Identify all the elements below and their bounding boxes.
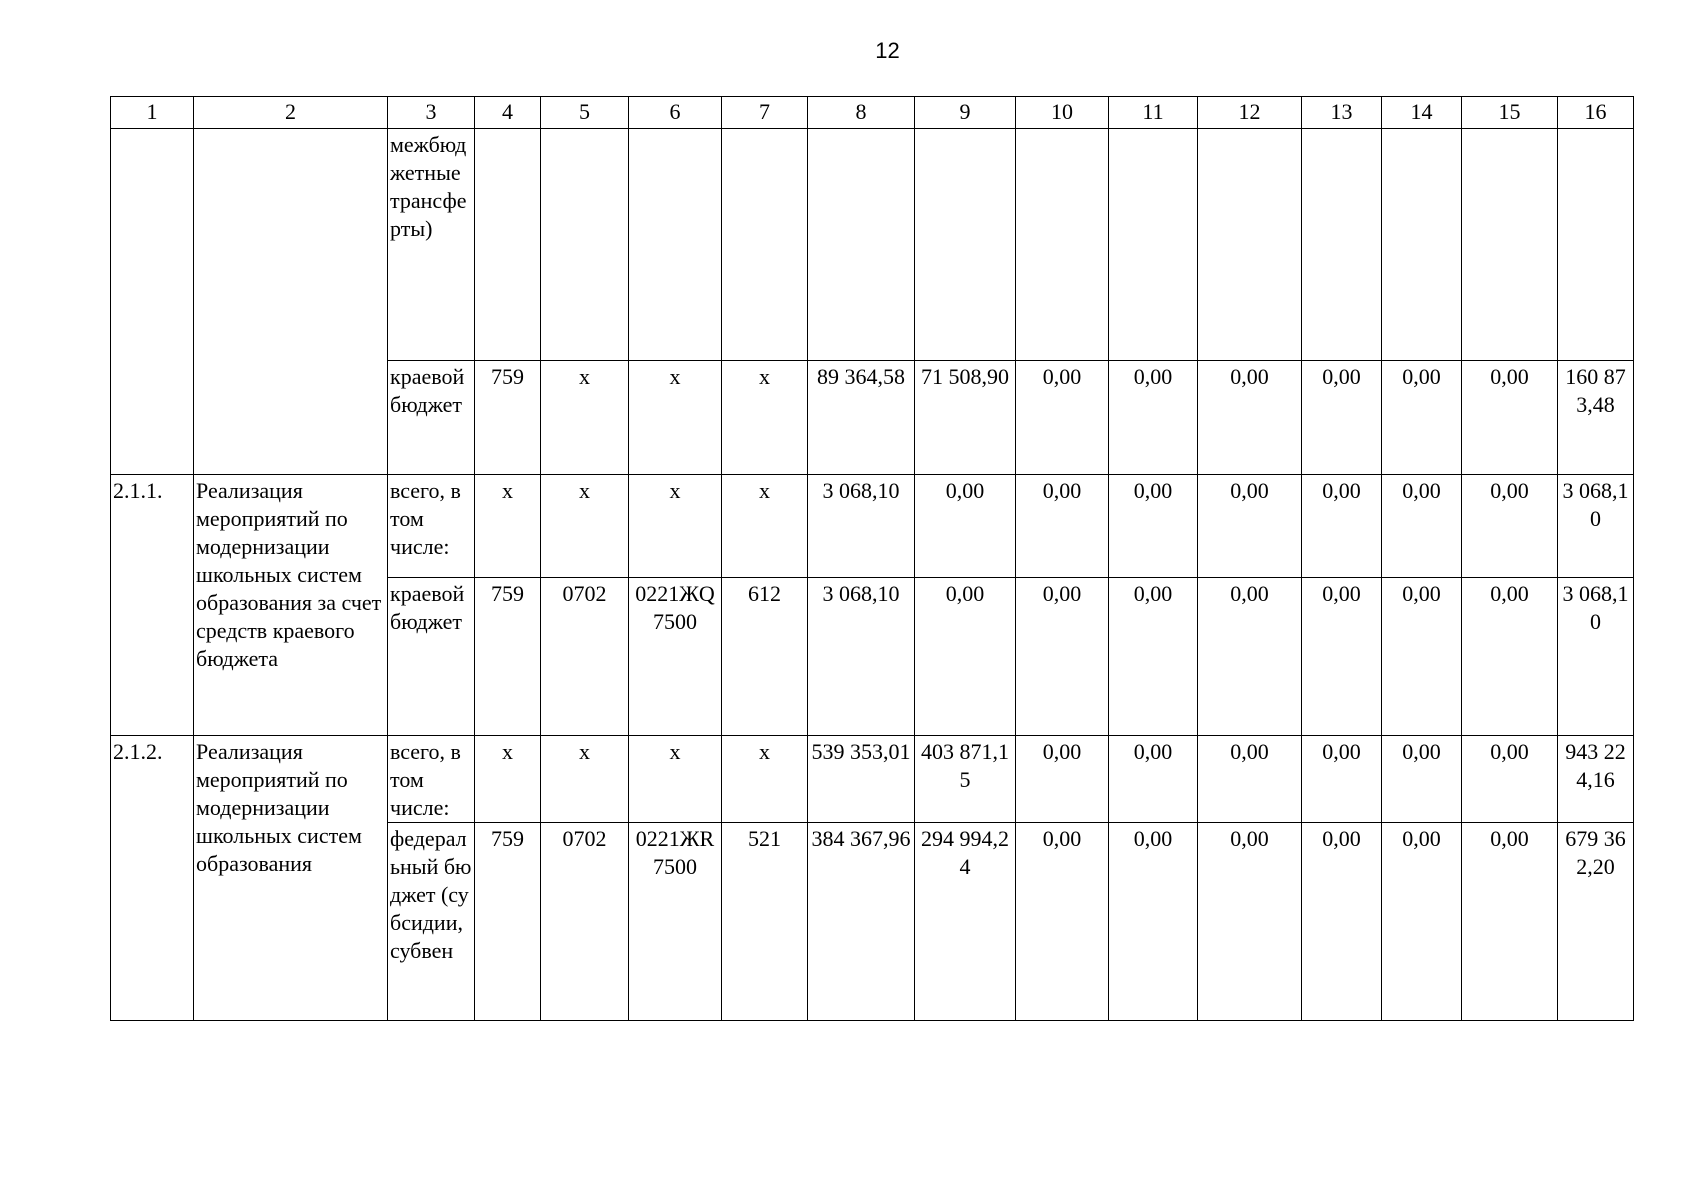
data-cell: 0,00 bbox=[1109, 823, 1198, 1021]
row-name-cell: Реализация мероприятий по модернизации школьных систем образования за счет средств краевого бюджета bbox=[194, 475, 388, 736]
header-cell: 12 bbox=[1198, 97, 1302, 129]
data-cell: х bbox=[475, 736, 541, 823]
data-cell: 0,00 bbox=[1016, 578, 1109, 736]
data-cell: 0,00 bbox=[1016, 736, 1109, 823]
table-row bbox=[111, 129, 1634, 361]
data-cell: 3 068,10 bbox=[808, 475, 915, 578]
data-cell: 759 bbox=[475, 361, 541, 475]
data-cell: 0,00 bbox=[1198, 475, 1302, 578]
header-cell: 15 bbox=[1462, 97, 1558, 129]
data-cell: 0,00 bbox=[1302, 475, 1382, 578]
header-cell: 8 bbox=[808, 97, 915, 129]
data-cell: 3 068,10 bbox=[808, 578, 915, 736]
table-row bbox=[111, 475, 1634, 578]
funding-source-cell: краевой бюджет bbox=[388, 578, 475, 736]
data-cell: 294 994,24 bbox=[915, 823, 1016, 1021]
data-cell: 0221ЖQ7500 bbox=[629, 578, 722, 736]
row-number-cell: 2.1.1. bbox=[111, 475, 194, 736]
data-cell: 160 873,48 bbox=[1558, 361, 1634, 475]
data-cell: 943 224,16 bbox=[1558, 736, 1634, 823]
data-cell: 0,00 bbox=[1109, 475, 1198, 578]
header-cell: 11 bbox=[1109, 97, 1198, 129]
data-cell bbox=[915, 129, 1016, 361]
row-name-cell bbox=[194, 129, 388, 475]
header-row bbox=[111, 97, 1634, 129]
data-cell: х bbox=[541, 475, 629, 578]
header-cell: 6 bbox=[629, 97, 722, 129]
header-cell: 2 bbox=[194, 97, 388, 129]
data-cell bbox=[722, 129, 808, 361]
data-cell bbox=[1382, 129, 1462, 361]
header-cell: 3 bbox=[388, 97, 475, 129]
data-cell: 0,00 bbox=[1302, 361, 1382, 475]
data-cell: 0,00 bbox=[1462, 475, 1558, 578]
data-cell: х bbox=[541, 361, 629, 475]
funding-source-cell: краевой бюджет bbox=[388, 361, 475, 475]
data-cell: х bbox=[722, 736, 808, 823]
data-cell: х bbox=[629, 736, 722, 823]
budget-table bbox=[110, 96, 1634, 1021]
header-cell: 4 bbox=[475, 97, 541, 129]
data-cell: 0,00 bbox=[1462, 823, 1558, 1021]
data-cell: 384 367,96 bbox=[808, 823, 915, 1021]
data-cell: 0,00 bbox=[1198, 578, 1302, 736]
data-cell: 0,00 bbox=[1109, 361, 1198, 475]
data-cell: 0221ЖR7500 bbox=[629, 823, 722, 1021]
data-cell: 89 364,58 bbox=[808, 361, 915, 475]
data-cell bbox=[1198, 129, 1302, 361]
data-cell: 0,00 bbox=[1016, 475, 1109, 578]
data-cell: 759 bbox=[475, 578, 541, 736]
data-cell: 0,00 bbox=[1462, 736, 1558, 823]
data-cell bbox=[1109, 129, 1198, 361]
data-cell: 0,00 bbox=[1382, 361, 1462, 475]
data-cell: 0,00 bbox=[1462, 578, 1558, 736]
data-cell bbox=[1558, 129, 1634, 361]
header-cell: 10 bbox=[1016, 97, 1109, 129]
data-cell: х bbox=[629, 475, 722, 578]
data-cell: 0,00 bbox=[1462, 361, 1558, 475]
page-number: 12 bbox=[875, 38, 900, 63]
data-cell: 0,00 bbox=[1016, 361, 1109, 475]
funding-source-cell: всего, в том числе: bbox=[388, 475, 475, 578]
data-cell bbox=[541, 129, 629, 361]
data-cell: х bbox=[475, 475, 541, 578]
header-cell: 9 bbox=[915, 97, 1016, 129]
data-cell: 0,00 bbox=[1302, 736, 1382, 823]
header-cell: 14 bbox=[1382, 97, 1462, 129]
data-cell bbox=[629, 129, 722, 361]
data-cell: 0702 bbox=[541, 823, 629, 1021]
funding-source-cell: федеральный бюджет (субсидии, субвен bbox=[388, 823, 475, 1021]
data-cell: 3 068,10 bbox=[1558, 578, 1634, 736]
data-cell: 0,00 bbox=[1198, 823, 1302, 1021]
funding-source-cell: всего, в том числе: bbox=[388, 736, 475, 823]
header-cell: 13 bbox=[1302, 97, 1382, 129]
data-cell: 0,00 bbox=[915, 475, 1016, 578]
data-cell: 3 068,10 bbox=[1558, 475, 1634, 578]
data-cell: 521 bbox=[722, 823, 808, 1021]
data-cell bbox=[1462, 129, 1558, 361]
table-row bbox=[111, 736, 1634, 823]
data-cell: 0,00 bbox=[1016, 823, 1109, 1021]
data-cell: 403 871,15 bbox=[915, 736, 1016, 823]
funding-source-cell: межбюджетные трансферты) bbox=[388, 129, 475, 361]
data-cell: х bbox=[722, 361, 808, 475]
header-cell: 16 bbox=[1558, 97, 1634, 129]
data-cell: 0,00 bbox=[1382, 578, 1462, 736]
data-cell: 0,00 bbox=[1109, 736, 1198, 823]
data-cell bbox=[1016, 129, 1109, 361]
data-cell: 679 362,20 bbox=[1558, 823, 1634, 1021]
row-number-cell bbox=[111, 129, 194, 475]
header-cell: 1 bbox=[111, 97, 194, 129]
data-cell: 0702 bbox=[541, 578, 629, 736]
data-cell: 0,00 bbox=[1198, 361, 1302, 475]
data-cell: 0,00 bbox=[1198, 736, 1302, 823]
data-cell: 0,00 bbox=[915, 578, 1016, 736]
data-cell: 0,00 bbox=[1302, 578, 1382, 736]
header-cell: 7 bbox=[722, 97, 808, 129]
data-cell bbox=[1302, 129, 1382, 361]
data-cell: 0,00 bbox=[1382, 823, 1462, 1021]
data-cell: 759 bbox=[475, 823, 541, 1021]
data-cell bbox=[808, 129, 915, 361]
data-cell: 612 bbox=[722, 578, 808, 736]
data-cell: 0,00 bbox=[1302, 823, 1382, 1021]
data-cell: 539 353,01 bbox=[808, 736, 915, 823]
row-name-cell: Реализация мероприятий по модернизации школьных систем образования bbox=[194, 736, 388, 1021]
data-cell: 0,00 bbox=[1382, 736, 1462, 823]
data-cell: х bbox=[541, 736, 629, 823]
data-cell: х bbox=[722, 475, 808, 578]
row-number-cell: 2.1.2. bbox=[111, 736, 194, 1021]
data-cell: 0,00 bbox=[1382, 475, 1462, 578]
data-cell bbox=[475, 129, 541, 361]
header-cell: 5 bbox=[541, 97, 629, 129]
data-cell: 71 508,90 bbox=[915, 361, 1016, 475]
data-cell: х bbox=[629, 361, 722, 475]
data-cell: 0,00 bbox=[1109, 578, 1198, 736]
